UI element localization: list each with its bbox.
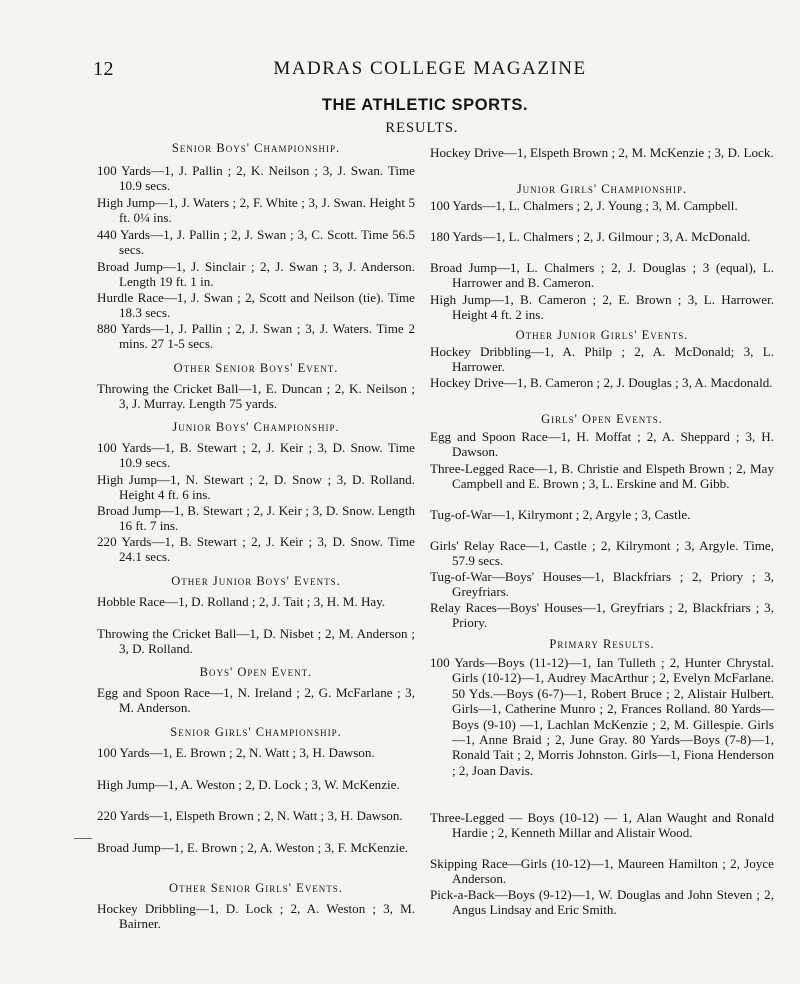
result-entry: Broad Jump—1, B. Stewart ; 2, J. Keir ; 3, D. Snow. Length 16 ft. 7 ins. (97, 503, 415, 534)
result-entry: High Jump—1, B. Cameron ; 2, E. Brown ; 3, L. Harrower. Height 4 ft. 2 ins. (430, 292, 774, 323)
result-entry: 180 Yards—1, L. Chalmers ; 2, J. Gilmour ; 3, A. McDonald. (430, 229, 751, 244)
section-heading: Other Senior Girls' Events. (169, 881, 343, 895)
result-entry: 100 Yards—1, E. Brown ; 2, N. Watt ; 3, H. Dawson. (97, 745, 375, 760)
result-entry: Three-Legged Race—1, B. Christie and Elspeth Brown ; 2, May Campbell and E. Brown ; 3, L. Erskine and M. Gibb. (430, 461, 774, 492)
section-heading: Senior Girls' Championship. (170, 725, 342, 739)
result-entry: 220 Yards—1, Elspeth Brown ; 2, N. Watt ; 3, H. Dawson. (97, 808, 403, 823)
result-entry: Egg and Spoon Race—1, H. Moffat ; 2, A. Sheppard ; 3, H. Dawson. (430, 429, 774, 460)
result-entry: Tug-of-War—1, Kilrymont ; 2, Argyle ; 3, Castle. (430, 507, 691, 522)
result-entry: 440 Yards—1, J. Pallin ; 2, J. Swan ; 3, C. Scott. Time 56.5 secs. (97, 227, 415, 258)
section-heading: Girls' Open Events. (541, 412, 663, 426)
section-heading: Other Junior Girls' Events. (515, 328, 689, 342)
result-entry: Broad Jump—1, L. Chalmers ; 2, J. Douglas ; 3 (equal), L. Harrower and B. Cameron. (430, 260, 774, 291)
result-entry: High Jump—1, N. Stewart ; 2, D. Snow ; 3, D. Rolland. Height 4 ft. 6 ins. (97, 472, 415, 503)
page-header (0, 58, 800, 86)
result-entry: 100 Yards—1, L. Chalmers ; 2, J. Young ; 3, M. Campbell. (430, 198, 738, 213)
result-entry: Hockey Drive—1, B. Cameron ; 2, J. Douglas ; 3, A. Macdonald. (430, 375, 773, 390)
section-heading: Senior Boys' Championship. (171, 141, 341, 155)
page-number: 12 (93, 58, 114, 80)
result-entry: Broad Jump—1, E. Brown ; 2, A. Weston ; 3, F. McKenzie. (97, 840, 409, 855)
result-entry: Skipping Race—Girls (10-12)—1, Maureen Hamilton ; 2, Joyce Anderson. (430, 856, 774, 887)
result-entry: 100 Yards—1, J. Pallin ; 2, K. Neilson ; 3, J. Swan. Time 10.9 secs. (97, 163, 415, 194)
result-entry: Throwing the Cricket Ball—1, E. Duncan ; 2, K. Neilson ; 3, J. Murray. Length 75 yards. (97, 381, 415, 412)
result-entry: 100 Yards—Boys (11-12)—1, Ian Tulleth ; 2, Hunter Chrystal. Girls (10-12)—1, Audrey MacArthur ; 2, Evelyn McFarlane. 50 Yds.—Boys (6-7)—1, Robert Bruce ; 2, Alistair Hulbert. Girls—1, Catherine Munro ; 2, Frances Rolland. 80 Yards—Boys (9-10) —1, Lachlan McKenzie ; 2, M. Gillespie. Girls—1, Anne Braid ; 2, June Gray. 80 Yards—Boys (7-8)—1, Ronald Tait ; 2, Morris Johnston. Girls—1, Fiona Henderson ; 2, Joan Davis. (430, 655, 774, 778)
result-entry: Hurdle Race—1, J. Swan ; 2, Scott and Neilson (tie). Time 18.3 secs. (97, 290, 415, 321)
result-entry: Hockey Dribbling—1, A. Philp ; 2, A. McDonald; 3, L. Harrower. (430, 344, 774, 375)
result-entry: Pick-a-Back—Boys (9-12)—1, W. Douglas and John Steven ; 2, Angus Lindsay and Eric Smith. (430, 887, 774, 918)
result-entry: Throwing the Cricket Ball—1, D. Nisbet ; 2, M. Anderson ; 3, D. Rolland. (97, 626, 415, 657)
result-entry: Three-Legged — Boys (10-12) — 1, Alan Waught and Ronald Hardie ; 2, Kenneth Millar and Alistair Wood. (430, 810, 774, 841)
result-entry: 220 Yards—1, B. Stewart ; 2, J. Keir ; 3, D. Snow. Time 24.1 secs. (97, 534, 415, 565)
section-heading: Primary Results. (549, 637, 655, 651)
result-entry: High Jump—1, A. Weston ; 2, D. Lock ; 3, W. McKenzie. (97, 777, 400, 792)
result-entry: 880 Yards—1, J. Pallin ; 2, J. Swan ; 3, J. Waters. Time 2 mins. 27 1-5 secs. (97, 321, 415, 352)
result-entry: Hockey Dribbling—1, D. Lock ; 2, A. Weston ; 3, M. Bairner. (97, 901, 415, 932)
result-entry: Hobble Race—1, D. Rolland ; 2, J. Tait ; 3, H. M. Hay. (97, 594, 386, 609)
results-subtitle: RESULTS. (385, 120, 459, 136)
section-heading: Junior Girls' Championship. (516, 182, 688, 196)
result-entry: Girls' Relay Race—1, Castle ; 2, Kilrymont ; 3, Argyle. Time, 57.9 secs. (430, 538, 774, 569)
result-entry: Tug-of-War—Boys' Houses—1, Blackfriars ; 2, Priory ; 3, Greyfriars. (430, 569, 774, 600)
result-entry: 100 Yards—1, B. Stewart ; 2, J. Keir ; 3, D. Snow. Time 10.9 secs. (97, 440, 415, 471)
section-heading: Other Senior Boys' Event. (173, 361, 339, 375)
section-heading: Junior Boys' Championship. (172, 420, 340, 434)
margin-mark (74, 838, 92, 839)
section-heading: Other Junior Boys' Events. (171, 574, 341, 588)
result-entry: Relay Races—Boys' Houses—1, Greyfriars ; 2, Blackfriars ; 3, Priory. (430, 600, 774, 631)
result-entry: Hockey Drive—1, Elspeth Brown ; 2, M. McKenzie ; 3, D. Lock. (430, 145, 774, 160)
running-title: MADRAS COLLEGE MAGAZINE (273, 58, 587, 79)
result-entry: Egg and Spoon Race—1, N. Ireland ; 2, G. McFarlane ; 3, M. Anderson. (97, 685, 415, 716)
result-entry: High Jump—1, J. Waters ; 2, F. White ; 3, J. Swan. Height 5 ft. 0¼ ins. (97, 195, 415, 226)
result-entry: Broad Jump—1, J. Sinclair ; 2, J. Swan ; 3, J. Anderson. Length 19 ft. 1 in. (97, 259, 415, 290)
article-title: THE ATHLETIC SPORTS. (321, 96, 529, 114)
section-heading: Boys' Open Event. (199, 665, 313, 679)
